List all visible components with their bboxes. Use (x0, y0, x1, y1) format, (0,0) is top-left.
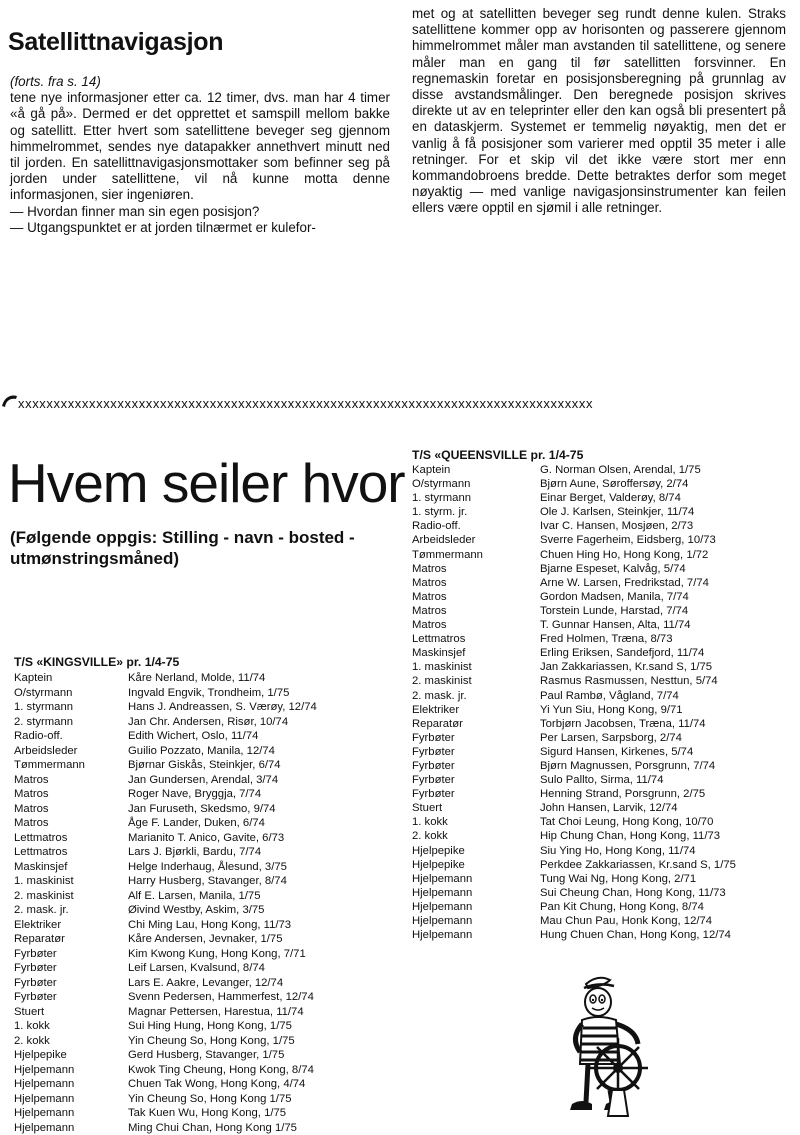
crew-member: Kwok Ting Cheung, Hong Kong, 8/74 (128, 1063, 314, 1078)
crew-role: 1. maskinist (412, 660, 540, 674)
crew-role: Fyrbøter (412, 731, 540, 745)
crew-role: Matros (14, 787, 128, 802)
crew-role: Lettmatros (14, 831, 128, 846)
crew-row (412, 914, 797, 928)
crew-row (412, 844, 797, 858)
crew-row (14, 700, 404, 715)
article-paragraph: — Utgangspunktet er at jorden tilnærmet er kulefor- (10, 220, 390, 236)
crew-row (412, 689, 797, 703)
crew-row (14, 1106, 404, 1121)
crew-member: Yi Yun Siu, Hong Kong, 9/71 (540, 703, 683, 717)
crew-row (412, 928, 797, 942)
crew-member: Kåre Andersen, Jevnaker, 1/75 (128, 932, 283, 947)
crew-role: Matros (412, 590, 540, 604)
ship-header-queensville: T/S «QUEENSVILLE pr. 1/4-75 (412, 448, 583, 462)
crew-row (412, 787, 797, 801)
crew-row (412, 646, 797, 660)
crew-role: Fyrbøter (14, 947, 128, 962)
crew-row (14, 816, 404, 831)
crew-member: Paul Rambø, Vågland, 7/74 (540, 689, 679, 703)
crew-row (14, 758, 404, 773)
crew-member: Torstein Lunde, Harstad, 7/74 (540, 604, 688, 618)
article-paragraph: — Hvordan finner man sin egen posisjon? (10, 204, 390, 220)
crew-member: Helge Inderhaug, Ålesund, 3/75 (128, 860, 287, 875)
crew-row (412, 505, 797, 519)
crew-role: Hjelpemann (14, 1106, 128, 1121)
crew-role: Matros (412, 576, 540, 590)
crew-role: 2. styrmann (14, 715, 128, 730)
crew-row (412, 491, 797, 505)
crew-row (14, 932, 404, 947)
crew-row (14, 715, 404, 730)
crew-row (412, 759, 797, 773)
crew-member: Lars J. Bjørkli, Bardu, 7/74 (128, 845, 261, 860)
crew-member: Ming Chui Chan, Hong Kong 1/75 (128, 1121, 297, 1135)
crew-member: Jan Zakkariassen, Kr.sand S, 1/75 (540, 660, 712, 674)
crew-member: Jan Furuseth, Skedsmo, 9/74 (128, 802, 276, 817)
crew-member: Kåre Nerland, Molde, 11/74 (128, 671, 265, 686)
crew-role: 1. styrmann (14, 700, 128, 715)
crew-member: Jan Chr. Andersen, Risør, 10/74 (128, 715, 288, 730)
crew-row (412, 703, 797, 717)
crew-member: Leif Larsen, Kvalsund, 8/74 (128, 961, 265, 976)
crew-role: Stuert (412, 801, 540, 815)
crew-role: Reparatør (14, 932, 128, 947)
crew-role: 1. kokk (412, 815, 540, 829)
article-right-column (412, 6, 786, 217)
crew-role: Lettmatros (14, 845, 128, 860)
crew-role: Stuert (14, 1005, 128, 1020)
crew-row (412, 463, 797, 477)
crew-role: Kaptein (14, 671, 128, 686)
crew-row (14, 729, 404, 744)
crew-member: Per Larsen, Sarpsborg, 2/74 (540, 731, 682, 745)
crew-role: Hjelpemann (412, 900, 540, 914)
crew-role: Hjelpepike (14, 1048, 128, 1063)
crew-member: Chuen Tak Wong, Hong Kong, 4/74 (128, 1077, 305, 1092)
crew-role: Hjelpemann (412, 928, 540, 942)
crew-member: Sigurd Hansen, Kirkenes, 5/74 (540, 745, 693, 759)
crew-row (14, 1034, 404, 1049)
crew-row (412, 576, 797, 590)
crew-row (14, 1077, 404, 1092)
crew-role: Matros (14, 802, 128, 817)
crew-role: Matros (412, 618, 540, 632)
crew-member: Lars E. Aakre, Levanger, 12/74 (128, 976, 283, 991)
crew-row (412, 519, 797, 533)
continued-note: (forts. fra s. 14) (10, 74, 390, 90)
crew-role: Fyrbøter (14, 990, 128, 1005)
crew-member: Magnar Pettersen, Harestua, 11/74 (128, 1005, 304, 1020)
crew-member: Tat Choi Leung, Hong Kong, 10/70 (540, 815, 713, 829)
article-paragraph: tene nye informasjoner etter ca. 12 timer, dvs. man har 4 timer «å gå på». Dermed er det opprettet et samspill mellom bakke og satellitt. Etter hvert som satellittene beveger seg gjennom himmelrommet, sendes nye datapakker annethvert minutt ned til jorden. En satellittnavigasjonsmottaker som befinner seg på jorden under satellittene, vil nå kunne motta denne informasjonen, sier ingeniøren. (10, 90, 390, 203)
crew-role: Matros (14, 773, 128, 788)
crew-role: O/styrmann (14, 686, 128, 701)
crew-role: Tømmermann (412, 548, 540, 562)
crew-member: Bjørnar Giskås, Steinkjer, 6/74 (128, 758, 281, 773)
crew-row (412, 660, 797, 674)
crew-member: Bjørn Magnussen, Porsgrunn, 7/74 (540, 759, 715, 773)
crew-member: John Hansen, Larvik, 12/74 (540, 801, 678, 815)
crew-member: Yin Cheung So, Hong Kong 1/75 (128, 1092, 292, 1107)
section-subtitle: (Følgende oppgis: Stilling - navn - bosted - utmønstringsmåned) (10, 527, 390, 569)
crew-role: Tømmermann (14, 758, 128, 773)
crew-row (14, 961, 404, 976)
crew-row (14, 744, 404, 759)
crew-role: 2. maskinist (412, 674, 540, 688)
crew-row (412, 801, 797, 815)
crew-row (412, 548, 797, 562)
crew-member: Siu Ying Ho, Hong Kong, 11/74 (540, 844, 696, 858)
crew-member: Perkdee Zakkariassen, Kr.sand S, 1/75 (540, 858, 736, 872)
crew-member: Chi Ming Lau, Hong Kong, 11/73 (128, 918, 291, 933)
crew-role: Hjelpepike (412, 858, 540, 872)
crew-member: Jan Gundersen, Arendal, 3/74 (128, 773, 278, 788)
crew-member: Ingvald Engvik, Trondheim, 1/75 (128, 686, 289, 701)
crew-row (14, 860, 404, 875)
crew-row (14, 976, 404, 991)
crew-role: Fyrbøter (412, 745, 540, 759)
crew-row (412, 618, 797, 632)
crew-row (412, 858, 797, 872)
crew-member: Guilio Pozzato, Manila, 12/74 (128, 744, 275, 759)
crew-role: 1. styrm. jr. (412, 505, 540, 519)
sailor-at-helm-illustration (558, 972, 668, 1120)
crew-row (412, 717, 797, 731)
crew-member: Sui Hing Hung, Hong Kong, 1/75 (128, 1019, 292, 1034)
crew-member: Hans J. Andreassen, S. Værøy, 12/74 (128, 700, 317, 715)
crew-member: Hung Chuen Chan, Hong Kong, 12/74 (540, 928, 731, 942)
crew-row (412, 604, 797, 618)
crew-member: Svenn Pedersen, Hammerfest, 12/74 (128, 990, 314, 1005)
crew-role: Hjelpemann (14, 1092, 128, 1107)
crew-row (14, 874, 404, 889)
crew-row (14, 990, 404, 1005)
crew-role: Fyrbøter (412, 787, 540, 801)
crew-role: Maskinsjef (14, 860, 128, 875)
crew-row (14, 1005, 404, 1020)
crew-member: G. Norman Olsen, Arendal, 1/75 (540, 463, 701, 477)
crew-row (14, 787, 404, 802)
crew-member: Kim Kwong Kung, Hong Kong, 7/71 (128, 947, 306, 962)
crew-member: Bjarne Espeset, Kalvåg, 5/74 (540, 562, 686, 576)
crew-row (14, 889, 404, 904)
crew-member: Åge F. Lander, Duken, 6/74 (128, 816, 265, 831)
crew-member: Yin Cheung So, Hong Kong, 1/75 (128, 1034, 295, 1049)
crew-row (412, 533, 797, 547)
crew-row (14, 918, 404, 933)
crew-member: Marianito T. Anico, Gavite, 6/73 (128, 831, 284, 846)
crew-role: Matros (14, 816, 128, 831)
crew-role: Hjelpemann (14, 1077, 128, 1092)
crew-row (14, 947, 404, 962)
crew-row (14, 1019, 404, 1034)
crew-row (412, 731, 797, 745)
crew-member: Pan Kit Chung, Hong Kong, 8/74 (540, 900, 704, 914)
crew-member: Henning Strand, Porsgrunn, 2/75 (540, 787, 705, 801)
crew-row (14, 686, 404, 701)
crew-role: Lettmatros (412, 632, 540, 646)
ship-header-kingsville: T/S «KINGSVILLE» pr. 1/4-75 (14, 655, 179, 669)
paper-tear-mark (0, 392, 18, 410)
crew-member: Roger Nave, Bryggja, 7/74 (128, 787, 261, 802)
crew-role: Fyrbøter (14, 976, 128, 991)
crew-row (14, 1063, 404, 1078)
crew-role: Fyrbøter (412, 759, 540, 773)
crew-member: Alf E. Larsen, Manila, 1/75 (128, 889, 261, 904)
crew-role: 1. kokk (14, 1019, 128, 1034)
crew-member: Arne W. Larsen, Fredrikstad, 7/74 (540, 576, 709, 590)
crew-role: Maskinsjef (412, 646, 540, 660)
crew-row (14, 671, 404, 686)
crew-member: Chuen Hing Ho, Hong Kong, 1/72 (540, 548, 708, 562)
crew-row (412, 829, 797, 843)
crew-row (412, 632, 797, 646)
crew-row (412, 745, 797, 759)
crew-member: Gordon Madsen, Manila, 7/74 (540, 590, 689, 604)
crew-role: 2. kokk (14, 1034, 128, 1049)
crew-role: O/styrmann (412, 477, 540, 491)
crew-row (412, 815, 797, 829)
crew-row (412, 562, 797, 576)
crew-role: 2. kokk (412, 829, 540, 843)
section-title: Hvem seiler hvor (8, 455, 405, 511)
crew-role: 1. styrmann (412, 491, 540, 505)
crew-list-kingsville (14, 671, 404, 1135)
crew-role: Hjelpemann (14, 1063, 128, 1078)
crew-row (14, 1121, 404, 1135)
crew-member: Ivar C. Hansen, Mosjøen, 2/73 (540, 519, 693, 533)
crew-row (412, 590, 797, 604)
crew-member: Sui Cheung Chan, Hong Kong, 11/73 (540, 886, 726, 900)
crew-role: Hjelpemann (14, 1121, 128, 1135)
crew-role: Hjelpemann (412, 886, 540, 900)
crew-role: Elektriker (412, 703, 540, 717)
crew-row (14, 903, 404, 918)
crew-member: Tak Kuen Wu, Hong Kong, 1/75 (128, 1106, 286, 1121)
crew-member: Bjørn Aune, Søroffersøy, 2/74 (540, 477, 688, 491)
crew-member: Sverre Fagerheim, Eidsberg, 10/73 (540, 533, 716, 547)
crew-member: Gerd Husberg, Stavanger, 1/75 (128, 1048, 284, 1063)
crew-member: T. Gunnar Hansen, Alta, 11/74 (540, 618, 691, 632)
crew-role: Fyrbøter (14, 961, 128, 976)
crew-role: Kaptein (412, 463, 540, 477)
crew-role: Radio-off. (412, 519, 540, 533)
separator-line: xxxxxxxxxxxxxxxxxxxxxxxxxxxxxxxxxxxxxxxxxxxxxxxxxxxxxxxxxxxxxxxxxxxxxxxxxxxxxxxxx (18, 396, 798, 411)
crew-row (412, 773, 797, 787)
crew-member: Øivind Westby, Askim, 3/75 (128, 903, 264, 918)
crew-member: Tung Wai Ng, Hong Kong, 2/71 (540, 872, 696, 886)
crew-role: Fyrbøter (412, 773, 540, 787)
crew-member: Mau Chun Pau, Honk Kong, 12/74 (540, 914, 712, 928)
crew-role: Arbeidsleder (14, 744, 128, 759)
crew-role: Reparatør (412, 717, 540, 731)
crew-role: 2. maskinist (14, 889, 128, 904)
crew-row (14, 845, 404, 860)
crew-row (14, 1048, 404, 1063)
crew-row (412, 872, 797, 886)
crew-row (412, 900, 797, 914)
crew-role: Hjelpemann (412, 872, 540, 886)
crew-role: 2. mask. jr. (412, 689, 540, 703)
crew-member: Harry Husberg, Stavanger, 8/74 (128, 874, 287, 889)
crew-row (14, 773, 404, 788)
crew-member: Erling Eriksen, Sandefjord, 11/74 (540, 646, 704, 660)
crew-role: 1. maskinist (14, 874, 128, 889)
article-title: Satellittnavigasjon (8, 28, 223, 57)
crew-row (14, 831, 404, 846)
crew-role: Arbeidsleder (412, 533, 540, 547)
crew-role: Radio-off. (14, 729, 128, 744)
crew-list-queensville (412, 463, 797, 942)
crew-member: Ole J. Karlsen, Steinkjer, 11/74 (540, 505, 694, 519)
crew-row (412, 886, 797, 900)
crew-role: Elektriker (14, 918, 128, 933)
crew-member: Edith Wichert, Oslo, 11/74 (128, 729, 258, 744)
crew-member: Einar Berget, Valderøy, 8/74 (540, 491, 681, 505)
crew-member: Fred Holmen, Træna, 8/73 (540, 632, 673, 646)
crew-role: 2. mask. jr. (14, 903, 128, 918)
article-left-column (10, 74, 390, 236)
crew-role: Matros (412, 562, 540, 576)
crew-role: Hjelpepike (412, 844, 540, 858)
crew-row (412, 674, 797, 688)
crew-row (14, 1092, 404, 1107)
crew-role: Matros (412, 604, 540, 618)
crew-member: Sulo Pallto, Sirma, 11/74 (540, 773, 664, 787)
crew-member: Torbjørn Jacobsen, Træna, 11/74 (540, 717, 706, 731)
crew-member: Rasmus Rasmussen, Nesttun, 5/74 (540, 674, 718, 688)
crew-role: Hjelpemann (412, 914, 540, 928)
crew-member: Hip Chung Chan, Hong Kong, 11/73 (540, 829, 720, 843)
crew-row (14, 802, 404, 817)
article-paragraph: met og at satellitten beveger seg rundt denne kulen. Straks satellittene kommer opp av horisonten og passerere gjennom himmelrommet måler man avstanden til satellittene, og senere måler man en gang til før satellitten forsvinner. En regnemaskin foretar en posisjonsberegning på grunnlag av disse avstandsmålinger. Den beregnede posisjon skrives direkte ut av en teleprinter eller den kan også bli presentert på en dataskjerm. Systemet er temmelig nøyaktig, men det er vanlig å få posisjoner som varierer med opptil 35 meter i alle retninger. For et skip vil det ikke være stort mer enn kommandobroens bredde. Dette betraktes derfor som meget nøyaktig — med vanlige navigasjonsinstrumenter kan feilen ellers være opptil en sjømil i alle retninger. (412, 6, 786, 217)
crew-row (412, 477, 797, 491)
